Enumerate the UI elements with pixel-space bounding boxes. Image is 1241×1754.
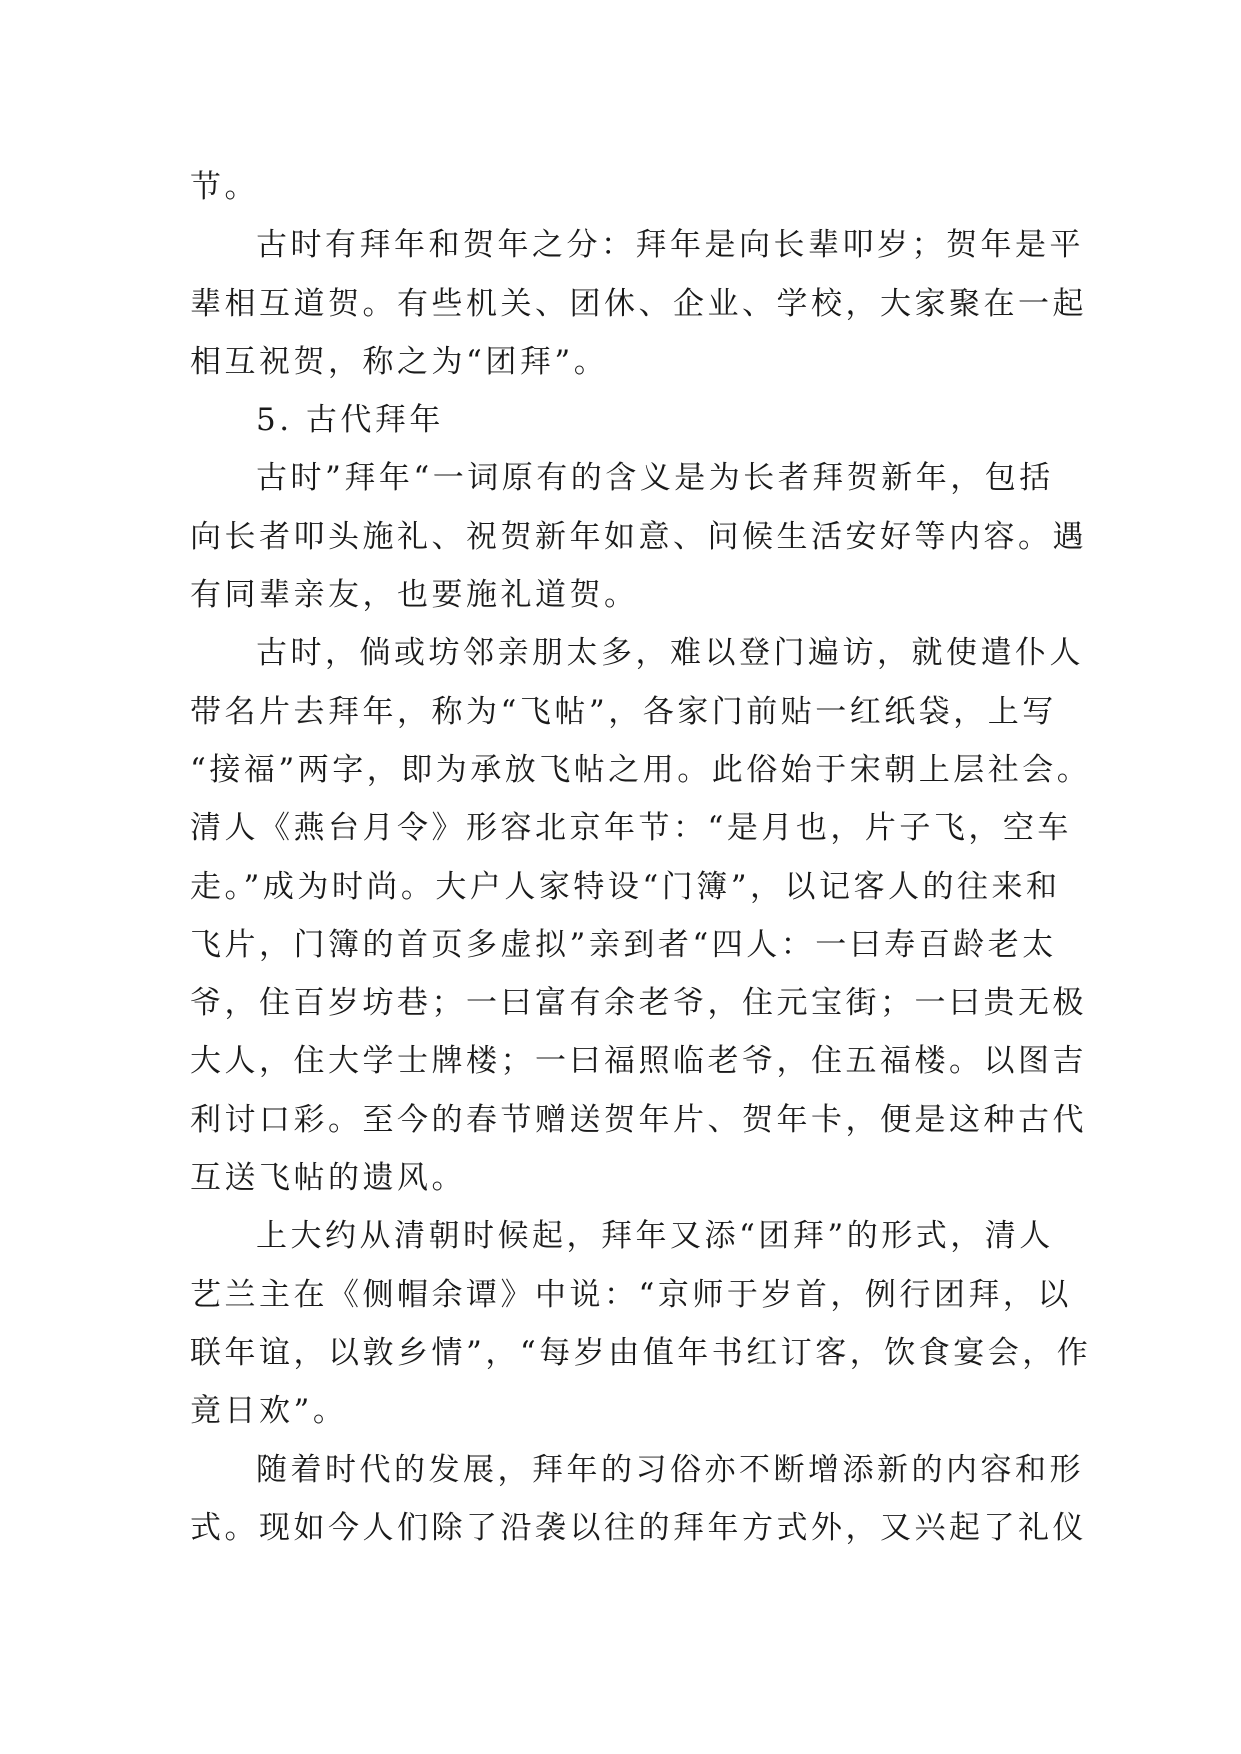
text-line: 随着时代的发展，拜年的习俗亦不断增添新的内容和形 (256, 1451, 1084, 1488)
text-line: 飞片，门簿的首页多虚拟”亲到者“四人：一曰寿百龄老太 (190, 926, 1057, 963)
text-line: “接福”两字，即为承放飞帖之用。此俗始于宋朝上层社会。 (190, 751, 1092, 788)
text-line: 带名片去拜年，称为“飞帖”，各家门前贴一红纸袋，上写 (190, 693, 1057, 730)
text-line: 清人《燕台月令》形容北京年节：“是月也，片子飞，空车 (190, 810, 1072, 847)
text-line: 节。 (190, 169, 259, 205)
text-line: 大人，住大学士牌楼；一曰福照临老爷，住五福楼。以图吉 (190, 1043, 1087, 1080)
text-line: 古时，倘或坊邻亲朋太多，难以登门遍访，就使遣仆人 (256, 635, 1084, 672)
text-line: 古时”拜年“一词原有的含义是为长者拜贺新年，包括 (256, 460, 1054, 497)
text-line: 竟日欢”。 (190, 1393, 348, 1430)
body-text (190, 158, 1092, 1557)
text-line: 上大约从清朝时候起，拜年又添“团拜”的形式，清人 (256, 1218, 1054, 1255)
text-line: 爷，住百岁坊巷；一曰富有余老爷，住元宝街；一曰贵无极 (190, 985, 1087, 1022)
text-line: 利讨口彩。至今的春节赠送贺年片、贺年卡，便是这种古代 (190, 1101, 1087, 1138)
text-line: 走。”成为时尚。大户人家特设“门簿”，以记客人的往来和 (190, 868, 1061, 905)
text-line: 相互祝贺，称之为“团拜”。 (190, 343, 609, 380)
text-line: 古时有拜年和贺年之分：拜年是向长辈叩岁；贺年是平 (256, 227, 1084, 264)
section-heading: 5. 古代拜年 (256, 402, 444, 439)
text-line: 向长者叩头施礼、祝贺新年如意、问候生活安好等内容。遇 (190, 518, 1087, 555)
text-line: 有同辈亲友，也要施礼道贺。 (190, 577, 639, 614)
text-line: 联年谊，以敦乡情”，“每岁由值年书红订客，饮食宴会，作 (190, 1334, 1092, 1371)
text-line: 式。现如今人们除了沿袭以往的拜年方式外，又兴起了礼仪 (190, 1509, 1087, 1546)
text-line: 互送飞帖的遗风。 (190, 1160, 466, 1197)
text-line: 艺兰主在《侧帽余谭》中说：“京师于岁首，例行团拜，以 (190, 1276, 1072, 1313)
text-line: 辈相互道贺。有些机关、团休、企业、学校，大家聚在一起 (190, 285, 1087, 322)
